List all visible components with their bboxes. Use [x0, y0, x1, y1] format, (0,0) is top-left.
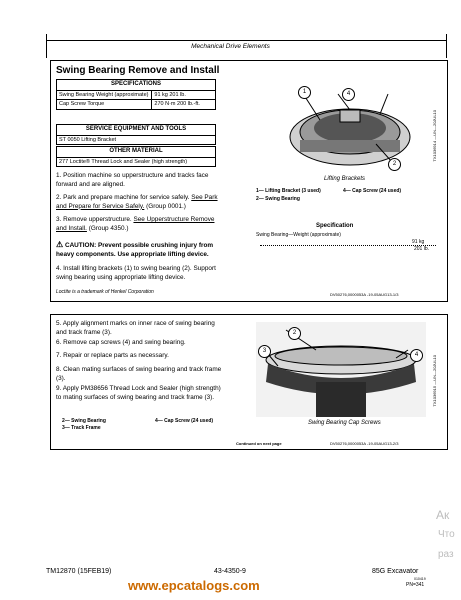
step-6: 6. Remove cap screws (4) and swing bearing.: [56, 339, 186, 346]
tool-item: ST 0050 Lifting Bracket: [57, 135, 216, 145]
running-header: Mechanical Drive Elements: [191, 43, 270, 50]
footer-pn: PN=341: [406, 582, 425, 588]
overlay-line-1: Ак: [436, 508, 450, 522]
tools-header: SERVICE EQUIPMENT AND TOOLS: [57, 125, 216, 136]
step-9: 9. Apply PM38656 Thread Lock and Sealer (high strength) to mating surfaces of swing bearing and track frame (3).: [56, 385, 221, 401]
spec-row-label: Swing Bearing—Weight (approximate): [256, 232, 341, 238]
step-5: 5. Apply alignment marks on inner race of swing bearing and track frame (3).: [56, 320, 215, 336]
callout-3: 3: [258, 345, 271, 358]
doc-code-1: DV50276,0000053A -19-05AUG13-1/3: [330, 292, 399, 297]
callout-4: 4: [342, 88, 355, 101]
link-park-prepare[interactable]: See Park and Prepare for Service Safely.: [56, 194, 218, 210]
swing-bearing-cap-screws-figure: [256, 322, 426, 417]
step-7: 7. Repair or replace parts as necessary.: [56, 352, 169, 359]
specifications-header: SPECIFICATIONS: [57, 80, 216, 91]
figure2-code: TX1036915 —UN—20JUL10: [432, 355, 437, 407]
callout-4b: 4: [410, 349, 423, 362]
step-1: 1. Position machine so upperstructure and tracks face forward and are aligned.: [56, 172, 209, 188]
caution-block: ⚠ CAUTION: Prevent possible crushing injury from heavy components. Use appropriate lifting device.: [56, 240, 214, 258]
other-material-header: OTHER MATERIAL: [57, 147, 216, 158]
spec-value: 270 N·m 200 lb.-ft.: [152, 100, 216, 110]
specifications-table: [56, 79, 216, 110]
callout-1: 1: [298, 86, 311, 99]
step-2: 2. Park and prepare machine for service safely. See Park and Prepare for Service Safely. (Group 0001.): [56, 194, 218, 210]
spec-value: 91 kg 201 lb.: [152, 90, 216, 100]
step-8: 8. Clean mating surfaces of swing bearing and track frame (3).: [56, 366, 222, 382]
overlay-line-3: раз: [438, 549, 454, 560]
footer-manual-id: TM12870 (15FEB19): [46, 568, 112, 575]
tools-table: [56, 124, 216, 145]
other-material-item: 277 Loctite® Thread Lock and Sealer (high strength): [57, 157, 216, 167]
footer-date-code: 010419: [414, 577, 426, 581]
link-upperstructure[interactable]: See Upperstructure Remove and Install.: [56, 216, 215, 232]
doc-code-2: DV50276,0000053A -19-05AUG13-2/3: [330, 441, 399, 446]
legend-track-frame: 3— Track Frame: [62, 425, 101, 431]
step-3: 3. Remove upperstructure. See Upperstructure Remove and Install. (Group 4350.): [56, 216, 215, 232]
spec-row-value-lb: 201 lb.: [414, 246, 430, 252]
section-title: Swing Bearing Remove and Install: [56, 65, 220, 76]
header-left-rule: [46, 34, 47, 58]
callout-2b: 2: [288, 327, 301, 340]
callout-2: 2: [388, 158, 401, 171]
footer-model: 85G Excavator: [372, 568, 419, 575]
legend-swing-bearing: 2— Swing Bearing: [256, 196, 300, 202]
step-4: 4. Install lifting brackets (1) to swing bearing (2). Support swing bearing using appropriate lifting device.: [56, 265, 216, 281]
trademark-note: Loctite is a trademark of Henkel Corporation: [56, 289, 154, 295]
figure2-caption: Swing Bearing Cap Screws: [308, 420, 381, 426]
header-rule: [46, 40, 446, 41]
spec-label: Cap Screw Torque: [57, 100, 152, 110]
spec-row-value-kg: 91 kg: [412, 239, 425, 245]
header-right-rule: [446, 34, 447, 58]
overlay-line-2: Что: [438, 529, 455, 540]
spec-title: Specification: [316, 223, 354, 229]
legend-cap-screw: 4— Cap Screw (24 used): [343, 188, 402, 194]
figure1-code: TX1036914 —UN—20JUL10: [432, 110, 437, 162]
figure1-caption: Lifting Brackets: [324, 176, 366, 182]
legend-cap-screw-2: 4— Cap Screw (24 used): [155, 418, 214, 424]
continued-note: Continued on next page: [236, 441, 282, 446]
other-material-table: [56, 146, 216, 167]
footer-page-number: 43-4350-9: [214, 568, 246, 575]
legend-swing-bearing-2: 2— Swing Bearing: [62, 418, 106, 424]
spec-label: Swing Bearing Weight (approximate): [57, 90, 152, 100]
footer-watermark-url[interactable]: www.epcatalogs.com: [128, 578, 260, 593]
legend-lifting-bracket: 1— Lifting Bracket (3 used): [256, 188, 321, 194]
figure2-anchor: [258, 428, 259, 429]
warning-icon: ⚠: [56, 240, 64, 249]
